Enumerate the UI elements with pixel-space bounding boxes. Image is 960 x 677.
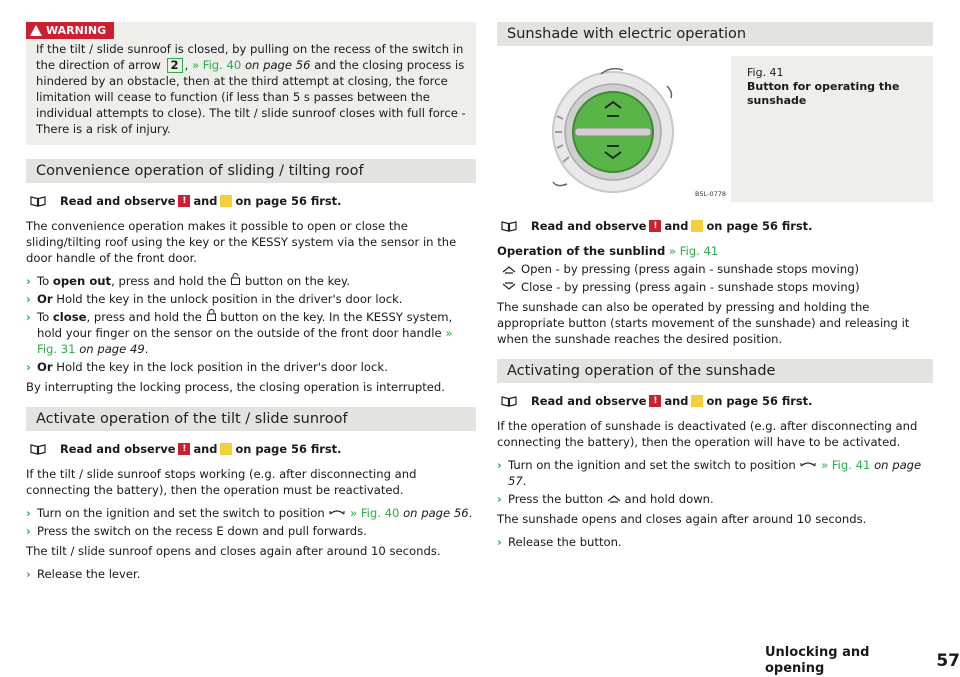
sunshade-button-image xyxy=(497,56,731,202)
warning-text-b: , xyxy=(184,58,189,72)
figure-title: Button for operating the sunshade xyxy=(747,80,900,107)
book-icon xyxy=(501,395,517,407)
text: Close - by pressing (press again - sunshade stops moving) xyxy=(521,280,860,294)
page-number: 57 xyxy=(936,651,960,671)
right-column xyxy=(497,22,933,552)
read-text-c: on page 56 first. xyxy=(235,442,342,456)
paragraph: If the operation of sunshade is deactivated (e.g. after disconnecting and connecting the battery), then the operation will have to be activated. xyxy=(497,419,918,449)
warning-ref-icon[interactable]: ! xyxy=(178,443,190,455)
read-and-observe xyxy=(26,441,476,457)
sunshade-close-icon xyxy=(497,282,521,292)
warning-ref-icon[interactable]: ! xyxy=(178,195,190,207)
book-icon xyxy=(30,443,46,455)
warning-ref-icon[interactable]: ! xyxy=(649,395,661,407)
page-footer xyxy=(765,645,960,677)
sunshade-open-icon xyxy=(607,493,621,503)
paragraph: The sunshade can also be operated by pressing and holding the appropriate button (starts movement of the sunshade) and releasing it when the sunshade reaches the desired position. xyxy=(497,300,910,346)
arrow-callout: 2 xyxy=(167,58,183,73)
chapter-title: Unlocking and opening xyxy=(765,645,870,676)
text: Hold the key in the lock position in the driver's door lock. xyxy=(56,360,388,374)
warning-text-a: If the tilt / slide sunroof is closed, by pulling on the recess of the switch in the direction of arrow xyxy=(36,42,464,72)
text: Turn on the ignition and set the switch to position xyxy=(508,458,796,472)
text: , press and hold the xyxy=(111,274,227,288)
read-and-observe xyxy=(497,393,933,409)
page-ref: on page 57 xyxy=(508,458,922,488)
switch-position-icon xyxy=(799,459,817,469)
list-item xyxy=(497,261,933,277)
read-text-a: Read and observe xyxy=(60,442,176,456)
section-heading-activating: Activating operation of the sunshade xyxy=(497,359,933,383)
fig-40-link[interactable]: » Fig. 40 xyxy=(350,506,400,520)
section-heading-activate: Activate operation of the tilt / slide sunroof xyxy=(26,407,476,431)
read-text-a: Read and observe xyxy=(531,219,647,233)
list-item xyxy=(497,279,933,295)
caution-ref-icon[interactable] xyxy=(691,220,703,232)
warning-text xyxy=(36,39,466,137)
text: , press and hold the xyxy=(86,310,202,324)
read-text-c: on page 56 first. xyxy=(235,194,342,208)
page-ref: on page 56 xyxy=(403,506,469,520)
read-text-b: and xyxy=(664,219,689,233)
text: Release the lever. xyxy=(37,567,141,581)
text: To xyxy=(37,310,50,324)
warning-header xyxy=(26,22,476,39)
warning-title xyxy=(26,22,114,39)
read-text-b: and xyxy=(193,194,218,208)
text: . xyxy=(522,474,527,488)
list-item: › Turn on the ignition and set the switch to position » Fig. 41 on page 57. xyxy=(497,458,922,488)
read-text-c: on page 56 first. xyxy=(706,394,813,408)
text: Press the switch on the recess E down and pull forwards. xyxy=(37,524,367,538)
book-icon xyxy=(30,195,46,207)
read-text-b: and xyxy=(664,394,689,408)
text: Turn on the ignition and set the switch to position xyxy=(37,506,325,520)
read-and-observe xyxy=(26,193,476,209)
operation-label xyxy=(497,243,933,259)
page-ref: on page 56 xyxy=(244,58,311,72)
key-close-icon xyxy=(206,309,217,321)
caution-ref-icon[interactable] xyxy=(220,195,232,207)
list-item: › Press the button and hold down. xyxy=(497,492,714,506)
text-bold: Or xyxy=(37,360,53,374)
warning-ref-icon[interactable]: ! xyxy=(649,220,661,232)
fig-40-link[interactable]: » Fig. 40 xyxy=(191,58,242,72)
list-item: › Or Hold the key in the lock position in the driver's door lock. xyxy=(26,360,388,374)
warning-title-text: WARNING xyxy=(46,24,107,37)
text-bold: close xyxy=(52,310,87,324)
section-heading-sunshade: Sunshade with electric operation xyxy=(497,22,933,46)
read-and-observe xyxy=(497,218,933,234)
list-item: › Or Hold the key in the unlock position in the driver's door lock. xyxy=(26,292,403,306)
list-item: › To close, press and hold the button on the key. In the KESSY system, hold your finger on the sensor on the outside of the front door handle » Fig. 31 on page 49. xyxy=(26,310,453,356)
list-item: › Turn on the ignition and set the switch to position » Fig. 40 on page 56. xyxy=(26,506,473,520)
read-text-b: and xyxy=(193,442,218,456)
read-text-c: on page 56 first. xyxy=(706,219,813,233)
text: . xyxy=(144,342,149,356)
text: Hold the key in the unlock position in the driver's door lock. xyxy=(56,292,403,306)
warning-text-c: and the closing process is hindered by an obstacle, then at the third attempt at closing, the force limitation will cease to function (if less than 5 s passes between the individual attempts to close). The tilt / slide sunroof closes with full force - There is a risk of injury. xyxy=(36,58,466,136)
caution-ref-icon[interactable] xyxy=(691,395,703,407)
paragraph: By interrupting the locking process, the closing operation is interrupted. xyxy=(26,380,445,394)
book-icon xyxy=(501,220,517,232)
text: Press the button xyxy=(508,492,604,506)
text: . xyxy=(468,506,473,520)
text-bold: Or xyxy=(37,292,53,306)
fig-41-link[interactable]: » Fig. 41 xyxy=(668,244,719,258)
read-text-a: Read and observe xyxy=(60,194,176,208)
key-open-icon xyxy=(230,273,241,285)
text: Open - by pressing (press again - sunshade stops moving) xyxy=(521,262,859,276)
figure-code: B5L-0778 xyxy=(695,190,726,198)
sunshade-open-icon xyxy=(497,264,521,274)
text: To xyxy=(37,274,50,288)
text-bold: Operation of the sunblind xyxy=(497,244,666,258)
list-item: › Release the lever. xyxy=(26,567,141,581)
warning-box xyxy=(26,22,476,145)
paragraph: The convenience operation makes it possible to open or close the sliding/tilting roof using the key or the KESSY system via the sensor in the door handle of the front door. xyxy=(26,219,457,265)
warning-triangle-icon xyxy=(30,25,42,36)
fig-41-link[interactable]: » Fig. 41 xyxy=(821,458,871,472)
list-item: › Press the switch on the recess E down and pull forwards. xyxy=(26,524,367,538)
caution-ref-icon[interactable] xyxy=(220,443,232,455)
fig-31-link[interactable]: » Fig. 31 xyxy=(37,326,453,356)
page-ref: on page 49 xyxy=(79,342,145,356)
left-column xyxy=(26,22,476,584)
figure-label: Fig. 41 xyxy=(747,66,784,79)
paragraph: The tilt / slide sunroof opens and closes again after around 10 seconds. xyxy=(26,544,441,558)
text: and hold down. xyxy=(624,492,714,506)
text: Release the button. xyxy=(508,535,622,549)
list-item: › Release the button. xyxy=(497,535,622,549)
switch-position-icon xyxy=(328,507,346,517)
paragraph: If the tilt / slide sunroof stops working (e.g. after disconnecting and connecting the battery), then the operation must be reactivated. xyxy=(26,467,417,497)
figure-caption xyxy=(747,66,933,108)
figure-41 xyxy=(497,56,933,202)
read-text-a: Read and observe xyxy=(531,394,647,408)
text-bold: open out xyxy=(52,274,112,288)
paragraph: The sunshade opens and closes again after around 10 seconds. xyxy=(497,512,867,526)
list-item: › To open out, press and hold the button on the key. xyxy=(26,274,350,288)
text: button on the key. xyxy=(244,274,350,288)
text: button on the key. In the KESSY system, hold your finger on the sensor on the outside of the front door handle xyxy=(37,310,453,340)
section-heading-convenience: Convenience operation of sliding / tilting roof xyxy=(26,159,476,183)
